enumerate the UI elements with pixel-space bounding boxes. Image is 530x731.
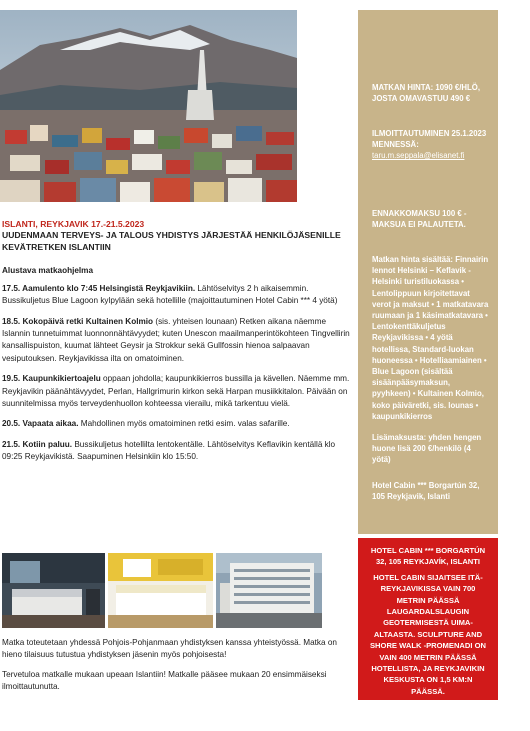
program-title: Alustava matkaohjelma <box>2 266 94 276</box>
hotel-photo-building <box>216 553 322 628</box>
day-lead: 19.5. Kaupunkikiertoajelu <box>2 374 101 384</box>
trip-kicker: ISLANTI, REYKJAVIK 17.-21.5.2023 <box>2 219 145 229</box>
hero-photo-reykjavik <box>0 10 297 202</box>
closing-paragraph: Matka toteutetaan yhdessä Pohjois-Pohjanmaan yhdistyksen kanssa yhteistyössä. Matka on hieno tilaisuus tutustua yhdistyksen jäsenin myös pohjoisesta! <box>2 638 337 660</box>
day-item <box>2 316 352 366</box>
info-sidebar <box>358 10 498 534</box>
registration-email[interactable]: taru.m.seppala@elisanet.fi <box>372 151 465 161</box>
closing-text <box>2 637 352 694</box>
price-includes: Matkan hinta sisältää: Finnairin lennot Helsinki – Keflavik - Helsinki turistiluokassa • Lentolippuun kirjoitettavat verot ja maksut • 1 matkatavara ruumaan ja 1 käsimatkatavara • Lentokenttäkuljetus Reykjavikissa • 4 yötä hotellissa, Standard-luokan huoneessa • Hotelliaamiainen • Blue Lagoon (sisältää sisäänpääsymaksun, pyyhkeen) • Kultainen Kolmio, koko päiväretki, sis. lounas • kaupunkikierros <box>372 255 489 421</box>
trip-description <box>2 218 352 464</box>
day-item <box>2 283 352 308</box>
extra-fee: Lisämaksusta: yhden hengen huone lisä 200 €/henkilö (4 yötä) <box>372 433 482 465</box>
price-info: MATKAN HINTA: 1090 €/HLÖ, JOSTA OMAVASTUU 490 € <box>372 83 481 104</box>
hotel-photo-bed <box>108 553 213 628</box>
closing-paragraph: Tervetuloa matkalle mukaan upeaan Islantiin! Matkalle pääsee mukaan 20 ensimmäiseksi ilmoittautunutta. <box>2 669 327 692</box>
registration-deadline: ILMOITTAUTUMINEN 25.1.2023 MENNESSÄ: <box>372 129 487 150</box>
day-lead: 17.5. Aamulento klo 7:45 Helsingistä Reykjavikiin. <box>2 283 196 293</box>
day-item <box>2 373 352 410</box>
registration-info <box>372 128 490 162</box>
day-lead: 18.5. Kokopäivä retki Kultainen Kolmio <box>2 316 154 326</box>
hotel-address: Hotel Cabin *** Borgartún 32, 105 Reykjavik, Islanti <box>372 481 480 502</box>
hotel-box-description: HOTEL CABIN SIJAITSEE ITÄ-REYKJAVIKISSA VAIN 700 METRIN PÄÄSSÄ LAUGARDALSLAUGIN GEOTERMISESTÄ UIMA-ALTAASTA. SCULPTURE AND SHORE WALK -PROMENADI ON VAIN 400 METRIN PÄÄSSÄ HOTELLISTA, JA REYKJAVIKIN KESKUSTA ON 1,5 KM:N PÄÄSSÄ. <box>369 572 487 696</box>
day-text: (sis. yhteisen lounaan) Retken aikana näemme Islannin tunnetuimmat luonnonnähtävyydet; kuten Unescon maailmanperintökohteen Tingvellirin kansallispuiston, kuumat lähteet Geysir ja Strokkur sekä Gullfossin hienoa salpaavan vesiputouksen. Reykjavikissa ilta on omatoiminen. <box>2 316 350 363</box>
day-item <box>2 418 352 430</box>
hotel-box-title: HOTEL CABIN *** BORGARTÚN 32, 105 REYKJAVÍK, ISLANTI <box>370 546 486 567</box>
day-item <box>2 439 352 464</box>
hotel-photo-room <box>2 553 105 628</box>
day-lead: 21.5. Kotiin paluu. <box>2 439 73 449</box>
trip-headline: UUDENMAAN TERVEYS- JA TALOUS YHDISTYS JÄRJESTÄÄ HENKILÖJÄSENILLE KEVÄTRETKEN ISLANTIIN <box>2 230 341 252</box>
day-text: oppaan johdolla; kaupunkikierros bussilla ja kävellen. Näemme mm. Reykjavikin päänähtävyydet, Perlan, Hallgrimurin kirkon sekä Harpan musiikkitalon. Päivään on suunnitelmissa myös terveydenhuollon kohteessa vierailu, mikä tarkentuu vielä. <box>2 374 350 409</box>
day-text: Bussikuljetus hotellilta lentokentälle. Lähtöselvitys Keflavikin kentällä klo 09:25 Reykjavikistä. Saapuminen Helsinkiin klo 15:50. <box>2 439 336 462</box>
hotel-info-box <box>358 538 498 700</box>
day-lead: 20.5. Vapaata aikaa. <box>2 419 79 429</box>
day-text: Lähtöselvitys 2 h aikaisemmin. Bussikuljetus Blue Lagoon kylpylään sekä hotellille (majoittautuminen Hotel Cabin *** 4 yötä) <box>2 283 338 306</box>
deposit-info: ENNAKKOMAKSU 100 € - MAKSUA EI PALAUTETA. <box>372 209 467 230</box>
day-text: Mahdollinen myös omatoiminen retki esim. valas safarille. <box>78 419 290 429</box>
